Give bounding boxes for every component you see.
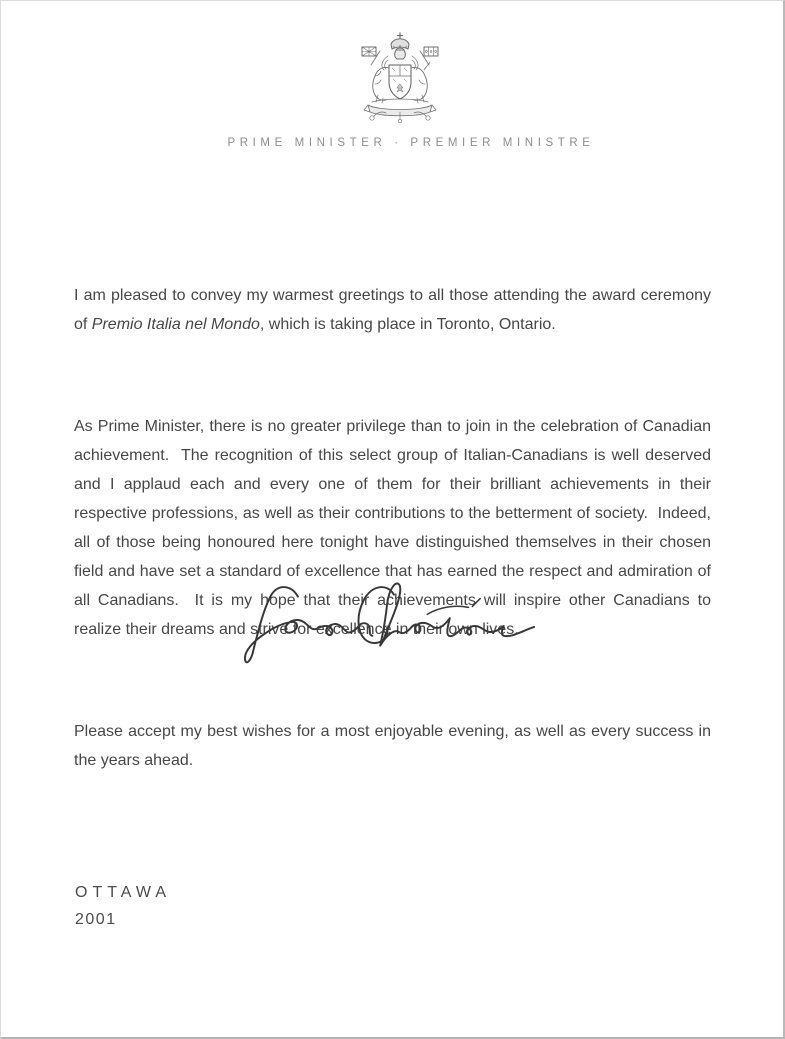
signature-block xyxy=(244,581,538,671)
footer-year: 2001 xyxy=(75,911,117,928)
letterhead-title: PRIME MINISTER · PREMIER MINISTRE xyxy=(227,137,595,149)
paragraph-closing: Please accept my best wishes for a most enjoyable evening, as well as every success in the years ahead. xyxy=(74,723,716,769)
signature-jean-chretien-icon xyxy=(244,581,538,671)
footer-city: OTTAWA xyxy=(75,884,172,901)
paragraph-text: I am pleased to convey my warmest greetings to all those attending the award ceremony of xyxy=(74,287,716,333)
event-name-italic: Premio Italia nel Mondo xyxy=(91,316,260,333)
paragraph-text: , which is taking place in Toronto, Ontario. xyxy=(259,316,556,333)
paragraph-main: As Prime Minister, there is no greater privilege than to join in the celebration of Canadian achievement. The recognition of this select group of Italian-Canadians is well deserved and I applaud each and every one of them for their brilliant achievements in their respective professions, as well as their contributions to the betterment of society. Indeed, all of those being honoured here tonight have distinguished themselves in their chosen field and have set a standard of excellence that has earned the respect and admiration of all Canadians. It is my hope that their achievements will inspire other Canadians to realize their dreams and strive for excellence in their own lives. xyxy=(74,418,716,638)
paragraph-greeting xyxy=(74,281,716,339)
letter-body xyxy=(74,223,716,848)
letter-footer xyxy=(75,883,171,930)
coat-of-arms-icon xyxy=(358,32,442,126)
